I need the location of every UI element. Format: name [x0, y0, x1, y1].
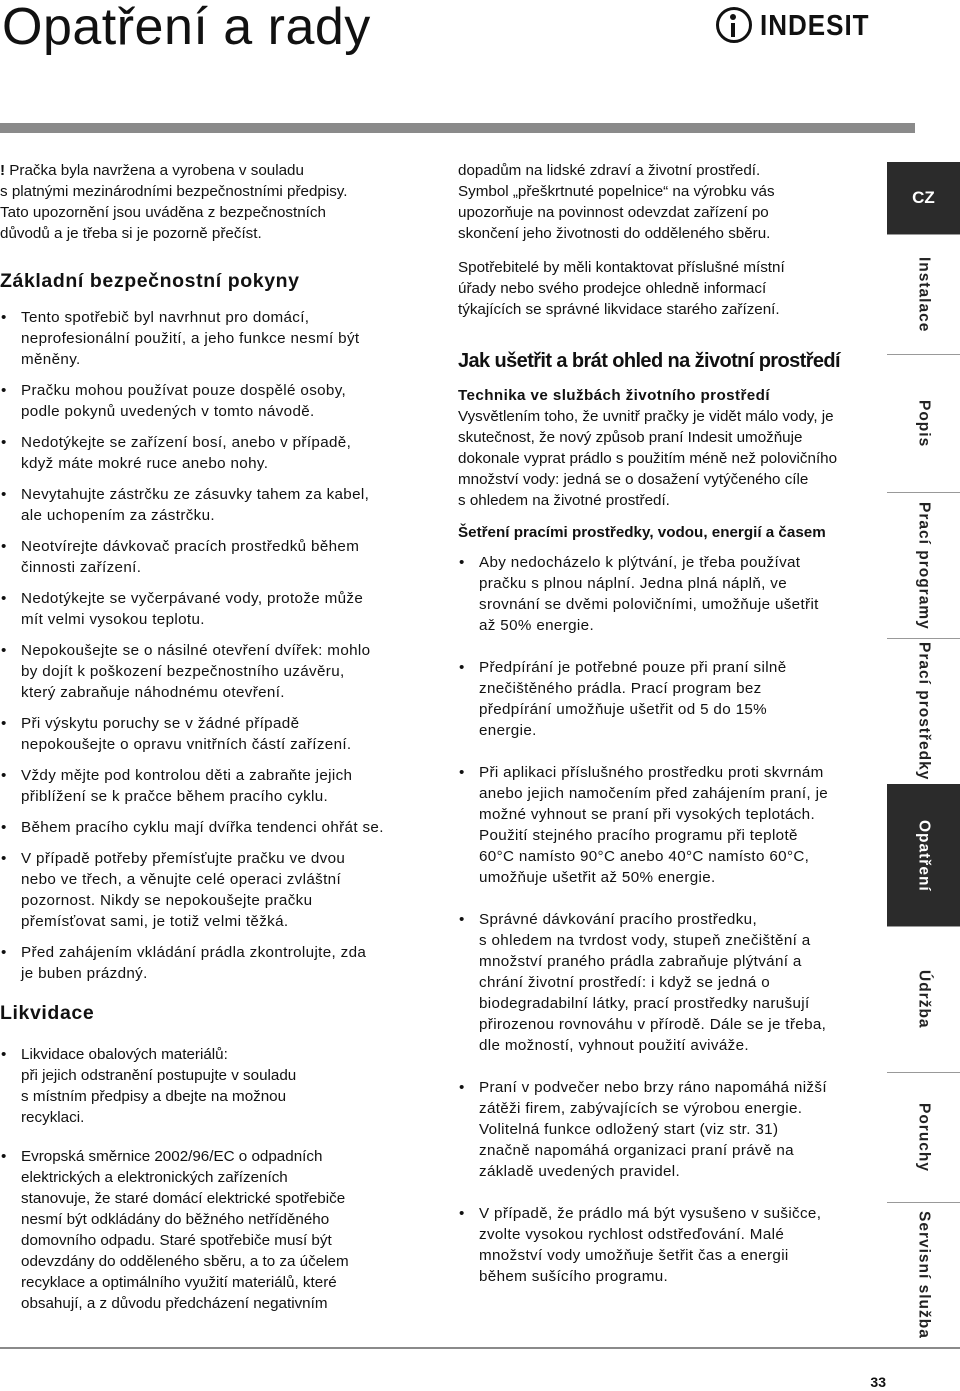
- tech-paragraph: Vysvětlením toho, že uvnitř pračky je vidět málo vody, je skutečnost, že nový způsob praní Indesit umožňuje dokonale vyprat prádlo s použitím méně než polovičního množství vody: jedná se o dosažení vytýčeného cíle s ohledem na životné prostředí.: [458, 408, 838, 509]
- safety-list: [0, 307, 412, 984]
- intro-line: s platnými mezinárodními bezpečnostními předpisy.: [0, 183, 348, 200]
- list-item: • Během pracího cyklu mají dvířka tendenci ohřát se.: [0, 817, 412, 838]
- list-item: • Evropská směrnice 2002/96/EC o odpadních elektrických a elektronických zařízeních stanovuje, že staré domácí elektrické spotřebiče nesmí být odkládány do běžného netříděného domovního odpadu. Staré spotřebiče musí být odevzdány do odděleného sběru, a to za účelem recyklace a optimálního využití materiálů, které obsahují, a z důvodu předcházení negativním: [0, 1146, 412, 1314]
- tech-heading: Technika ve službách životního prostředí: [458, 387, 770, 404]
- section-sidebar: [887, 162, 960, 1346]
- language-badge: CZ: [887, 162, 960, 234]
- sidebar-tab-opatreni[interactable]: Opatření: [887, 784, 960, 926]
- list-item: • V případě, že prádlo má být vysušeno v sušičce, zvolte vysokou rychlost odstřeďování. Malé množství vody umožňuje šetřit čas a energii během sušícího programu.: [458, 1203, 874, 1287]
- disposal-continuation: dopadům na lidské zdraví a životní prostředí. Symbol „přeškrtnuté popelnice“ na výrobku vás upozorňuje na povinnost odevzdat zařízení po skončení jeho životnosti do odděleného sběru.: [458, 162, 775, 242]
- disposal-heading: Likvidace: [0, 1002, 95, 1024]
- list-item: • Aby nedocházelo k plýtvání, je třeba používat pračku s plnou náplní. Jedna plná náplň, ve srovnání se dvěmi polovičními, umožňuje ušetřit až 50% energie.: [458, 552, 874, 636]
- eco-heading: Jak ušetřit a brát ohled na životní prostředí: [458, 350, 840, 372]
- right-column: [458, 160, 874, 1287]
- list-item: • Nedotýkejte se vyčerpávané vody, protože může mít velmi vysokou teplotu.: [0, 588, 412, 630]
- brand-logo-icon: [716, 7, 752, 43]
- list-item: • Neotvírejte dávkovač pracích prostředků během činnosti zařízení.: [0, 536, 412, 578]
- page-number: 33: [870, 1374, 886, 1390]
- sidebar-tab-instalace[interactable]: Instalace: [887, 234, 960, 354]
- saving-list: [458, 552, 874, 1287]
- disposal-list: [0, 1044, 412, 1314]
- sidebar-tab-popis[interactable]: Popis: [887, 354, 960, 492]
- list-item: • Před zahájením vkládání prádla zkontrolujte, zda je buben prázdný.: [0, 942, 412, 984]
- list-item: • Při výskytu poruchy se v žádné případě nepokoušejte o opravu vnitřních částí zařízení.: [0, 713, 412, 755]
- list-item: • V případě potřeby přemísťujte pračku ve dvou nebo ve třech, a věnujte celé operaci zvláštní pozornost. Nikdy se nepokoušejte pračku přemísťovat sami, je totiž velmi těžká.: [0, 848, 412, 932]
- list-item: • Nepokoušejte se o násilné otevření dvířek: mohlo by dojít k poškození bezpečnostního uzávěru, který zabraňuje náhodnému otevření.: [0, 640, 412, 703]
- page-title: Opatření a rady: [2, 0, 371, 56]
- intro-line: důvodů a je třeba si je pozorně přečíst.: [0, 225, 262, 242]
- list-item: • Pračku mohou používat pouze dospělé osoby, podle pokynů uvedených v tomto návodě.: [0, 380, 412, 422]
- intro-paragraph: [0, 160, 412, 244]
- list-item: • Nedotýkejte se zařízení bosí, anebo v případě, když máte mokré ruce anebo nohy.: [0, 432, 412, 474]
- sidebar-tab-servisni-sluzba[interactable]: Servisní služba: [887, 1202, 960, 1346]
- sidebar-tab-udrzba[interactable]: Údržba: [887, 926, 960, 1072]
- sidebar-tab-praci-programy[interactable]: Prací programy: [887, 492, 960, 638]
- list-item: • Správné dávkování pracího prostředku, s ohledem na tvrdost vody, stupeň znečištění a množství praného prádla zabraňuje plýtvání a chrání životní prostředí: i když se jedná o biodegradabilní látky, prací prostředky narušují přirozenou rovnováhu v přírodě. Dále se je třeba, dle možností, vyhnout použití aviváže.: [458, 909, 874, 1056]
- brand-wordmark: INDESIT: [760, 7, 870, 41]
- footer-rule: [0, 1347, 960, 1349]
- list-item: • Praní v podvečer nebo brzy ráno napomáhá nižší zátěži firem, zabývajících se výrobou energie. Volitelná funkce odložený start (viz str. 31) značně napomáhá organizaci praní právě na základě uvedených pravidel.: [458, 1077, 874, 1182]
- intro-line: Pračka byla navržena a vyrobena v souladu: [9, 162, 304, 179]
- list-item: • Předpírání je potřebné pouze při praní silně znečištěného prádla. Prací program bez předpírání umožňuje ušetřit od 5 do 15% energie.: [458, 657, 874, 741]
- sidebar-tab-praci-prostredky[interactable]: Prací prostředky: [887, 638, 960, 784]
- saving-heading: Šetření pracími prostředky, vodou, energií a časem: [458, 524, 826, 541]
- list-item: • Při aplikaci příslušného prostředku proti skvrnám anebo jejich namočením před zahájením praní, je možné vyhnout se praní při vysokých teplotách. Použití stejného pracího programu při teplotě 60°C namísto 90°C anebo 40°C namísto 60°C, umožňuje ušetřit až 50% energie.: [458, 762, 874, 888]
- list-item: • Vždy mějte pod kontrolou děti a zabraňte jejich přiblížení se k pračce během pracího cyklu.: [0, 765, 412, 807]
- left-column: [0, 160, 412, 1314]
- brand-logo: [716, 2, 892, 48]
- sidebar-tab-poruchy[interactable]: Poruchy: [887, 1072, 960, 1202]
- intro-line: Tato upozornění jsou uváděna z bezpečnostních: [0, 204, 326, 221]
- header-rule: [0, 123, 915, 133]
- warning-mark: !: [0, 162, 6, 179]
- list-item: • Tento spotřebič byl navrhnut pro domácí, neprofesionální použití, a jeho funkce nesmí být měněny.: [0, 307, 412, 370]
- consumer-paragraph: Spotřebitelé by měli kontaktovat příslušné místní úřady nebo svého prodejce ohledně informací týkajících se správné likvidace starého zařízení.: [458, 259, 785, 318]
- safety-heading: Základní bezpečnostní pokyny: [0, 270, 300, 292]
- list-item: • Nevytahujte zástrčku ze zásuvky tahem za kabel, ale uchopením za zástrčku.: [0, 484, 412, 526]
- list-item: • Likvidace obalových materiálů: při jejich odstranění postupujte v souladu s místním předpisy a dbejte na možnou recyklaci.: [0, 1044, 412, 1128]
